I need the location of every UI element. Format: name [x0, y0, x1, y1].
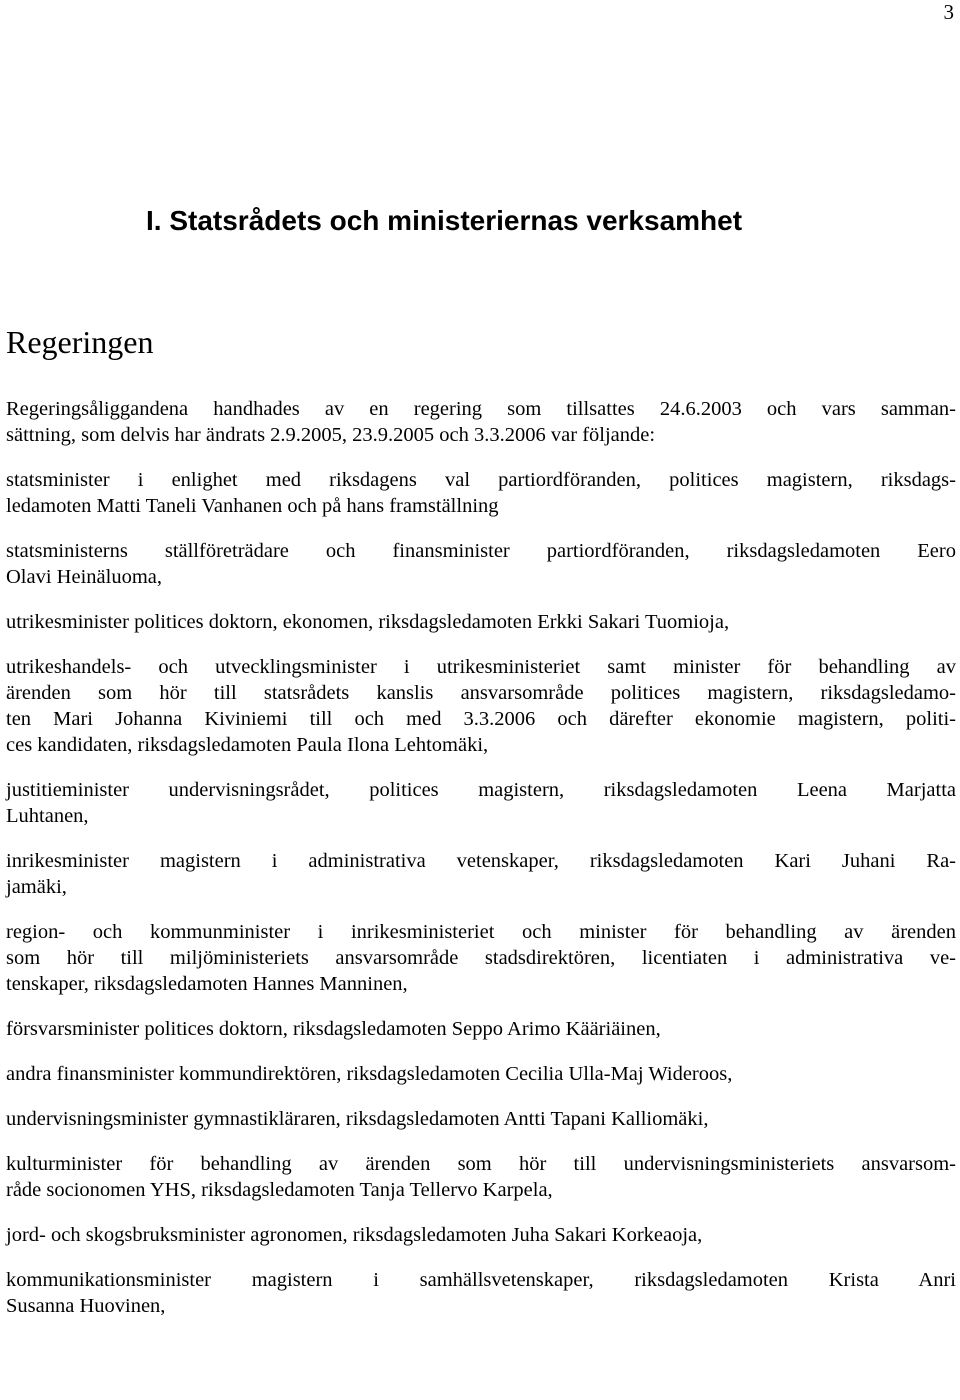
paragraph: [6, 396, 956, 448]
paragraph: [6, 848, 956, 900]
paragraph: [6, 609, 956, 635]
paragraph-line: utrikeshandels- och utvecklingsminister i utrikesministeriet samt minister för behandling av: [6, 656, 956, 678]
paragraph-line: statsminister i enlighet med riksdagens val partiordföranden, politices magistern, riksdags-: [6, 469, 956, 491]
paragraph-line: justitieminister undervisningsrådet, politices magistern, riksdagsledamoten Leena Marjatta: [6, 779, 956, 801]
paragraph: [6, 654, 956, 758]
paragraph-line: sättning, som delvis har ändrats 2.9.2005, 23.9.2005 och 3.3.2006 var följande:: [6, 424, 656, 446]
paragraph: [6, 1016, 956, 1042]
section-title: Regeringen: [6, 324, 154, 360]
paragraph: [6, 1106, 956, 1132]
paragraph-line: försvarsminister politices doktorn, riksdagsledamoten Seppo Arimo Kääriäinen,: [6, 1018, 661, 1040]
paragraph-line: ten Mari Johanna Kiviniemi till och med 3.3.2006 och därefter ekonomie magistern, politi-: [6, 708, 956, 730]
paragraph-line: jamäki,: [6, 876, 67, 898]
paragraph-line: andra finansminister kommundirektören, riksdagsledamoten Cecilia Ulla-Maj Wideroos,: [6, 1063, 733, 1085]
paragraph: [6, 1267, 956, 1319]
paragraph-line: ces kandidaten, riksdagsledamoten Paula Ilona Lehtomäki,: [6, 734, 489, 756]
paragraph: [6, 1222, 956, 1248]
paragraph-line: Susanna Huovinen,: [6, 1295, 166, 1317]
paragraph: [6, 538, 956, 590]
paragraph-line: Regeringsåliggandena handhades av en regering som tillsattes 24.6.2003 och vars samman-: [6, 398, 956, 420]
paragraph: [6, 777, 956, 829]
paragraph: [6, 467, 956, 519]
paragraph-line: tenskaper, riksdagsledamoten Hannes Manninen,: [6, 973, 408, 995]
paragraph-line: Luhtanen,: [6, 805, 89, 827]
paragraph-line: region- och kommunminister i inrikesministeriet och minister för behandling av ärenden: [6, 921, 956, 943]
document-body: [6, 396, 956, 1338]
paragraph-line: statsministerns ställföreträdare och finansminister partiordföranden, riksdagsledamoten Eero: [6, 540, 956, 562]
paragraph-line: jord- och skogsbruksminister agronomen, riksdagsledamoten Juha Sakari Korkeaoja,: [6, 1224, 703, 1246]
paragraph: [6, 1151, 956, 1203]
paragraph: [6, 1061, 956, 1087]
paragraph-line: ärenden som hör till statsrådets kanslis ansvarsområde politices magistern, riksdagsledamo-: [6, 682, 956, 704]
paragraph-line: undervisningsminister gymnastikläraren, riksdagsledamoten Antti Tapani Kalliomäki,: [6, 1108, 709, 1130]
paragraph-line: inrikesminister magistern i administrativa vetenskaper, riksdagsledamoten Kari Juhani Ra-: [6, 850, 956, 872]
paragraph-line: ledamoten Matti Taneli Vanhanen och på hans framställning: [6, 495, 499, 517]
paragraph-line: kommunikationsminister magistern i samhällsvetenskaper, riksdagsledamoten Krista Anri: [6, 1269, 956, 1291]
paragraph-line: kulturminister för behandling av ärenden som hör till undervisningsministeriets ansvarsom-: [6, 1153, 956, 1175]
paragraph-line: råde socionomen YHS, riksdagsledamoten Tanja Tellervo Karpela,: [6, 1179, 553, 1201]
paragraph: [6, 919, 956, 997]
paragraph-line: Olavi Heinäluoma,: [6, 566, 162, 588]
paragraph-line: utrikesminister politices doktorn, ekonomen, riksdagsledamoten Erkki Sakari Tuomioja,: [6, 611, 730, 633]
page-number: 3: [943, 0, 954, 24]
paragraph-line: som hör till miljöministeriets ansvarsområde stadsdirektören, licentiaten i administrativa ve-: [6, 947, 956, 969]
chapter-title: I. Statsrådets och ministeriernas verksamhet: [146, 205, 743, 236]
